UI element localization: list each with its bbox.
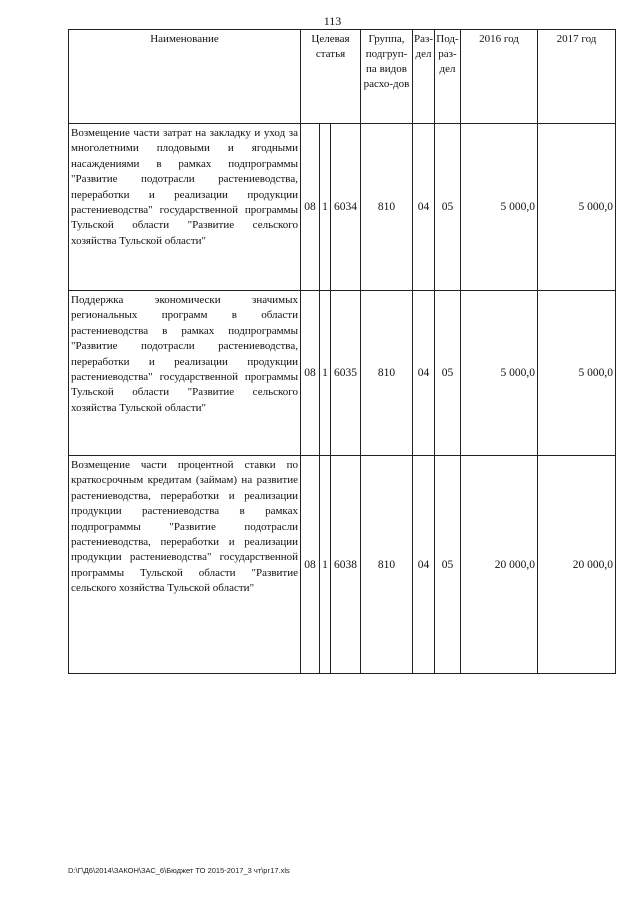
- code-b: 1: [320, 291, 331, 455]
- table-row: [69, 291, 616, 456]
- code-c: 6038: [334, 558, 357, 571]
- header-section: Раз-дел: [413, 30, 435, 124]
- code-c: 6034: [334, 201, 357, 213]
- code-a: 08: [301, 456, 320, 673]
- target-article-cell: [301, 456, 361, 674]
- section-cell: 04: [413, 456, 435, 674]
- header-target-article: Целевая статья: [301, 30, 361, 124]
- header-group: Группа, подгруп-па видов расхо-дов: [361, 30, 413, 124]
- table-row: [69, 124, 616, 291]
- page-number: 113: [323, 14, 342, 28]
- section-cell: 04: [413, 291, 435, 456]
- subsection-cell: 05: [435, 456, 461, 674]
- group-cell: 810: [361, 291, 413, 456]
- amount-2016: 5 000,0: [461, 124, 538, 291]
- header-name: Наименование: [69, 30, 301, 124]
- table-header-row: [69, 30, 616, 124]
- amount-2017: 5 000,0: [538, 124, 616, 291]
- amount-2017: 20 000,0: [538, 456, 616, 674]
- row-name: Возмещение части затрат на закладку и уход за многолетними плодовыми и ягодными насаждениями в рамках подпрограммы "Развитие подотрасли растениеводства, переработки и реализации продукции растениеводства" государственной программы Тульской области "Развитие сельского хозяйства Тульской области": [69, 124, 301, 291]
- header-year-2017: 2017 год: [538, 30, 616, 124]
- code-b: 1: [320, 456, 331, 673]
- subsection-cell: 05: [435, 291, 461, 456]
- amount-2017: 5 000,0: [538, 291, 616, 456]
- row-name: Поддержка экономически значимых региональных программ в области растениеводства в рамках подпрограммы "Развитие подотрасли растениеводства, переработки и реализации продукции растениеводства" государственной программы Тульской области "Развитие сельского хозяйства Тульской области": [69, 291, 301, 456]
- code-a: 08: [301, 291, 320, 455]
- table-row: [69, 456, 616, 674]
- file-path-footer: D:\Г\Д6\2014\ЗАКОН\ЗАС_6\Бюджет ТО 2015-2017_3 чт\рг17.xls: [68, 866, 290, 875]
- group-cell: 810: [361, 456, 413, 674]
- header-subsection: Под-раз-дел: [435, 30, 461, 124]
- budget-table: [68, 29, 616, 674]
- code-b: 1: [320, 124, 331, 290]
- section-cell: 04: [413, 124, 435, 291]
- target-article-cell: [301, 124, 361, 291]
- code-a: 08: [301, 124, 320, 290]
- amount-2016: 20 000,0: [461, 456, 538, 674]
- row-name: Возмещение части процентной ставки по краткосрочным кредитам (займам) на развитие растениеводства, переработки и реализации продукции растениеводства в рамках подпрограммы "Развитие подотрасли растениеводства, переработки и реализации продукции растениеводства" государственной программы Тульской области "Развитие сельского хозяйства Тульской области": [69, 456, 301, 674]
- code-c: 6035: [334, 367, 357, 379]
- header-year-2016: 2016 год: [461, 30, 538, 124]
- amount-2016: 5 000,0: [461, 291, 538, 456]
- group-cell: 810: [361, 124, 413, 291]
- subsection-cell: 05: [435, 124, 461, 291]
- target-article-cell: [301, 291, 361, 456]
